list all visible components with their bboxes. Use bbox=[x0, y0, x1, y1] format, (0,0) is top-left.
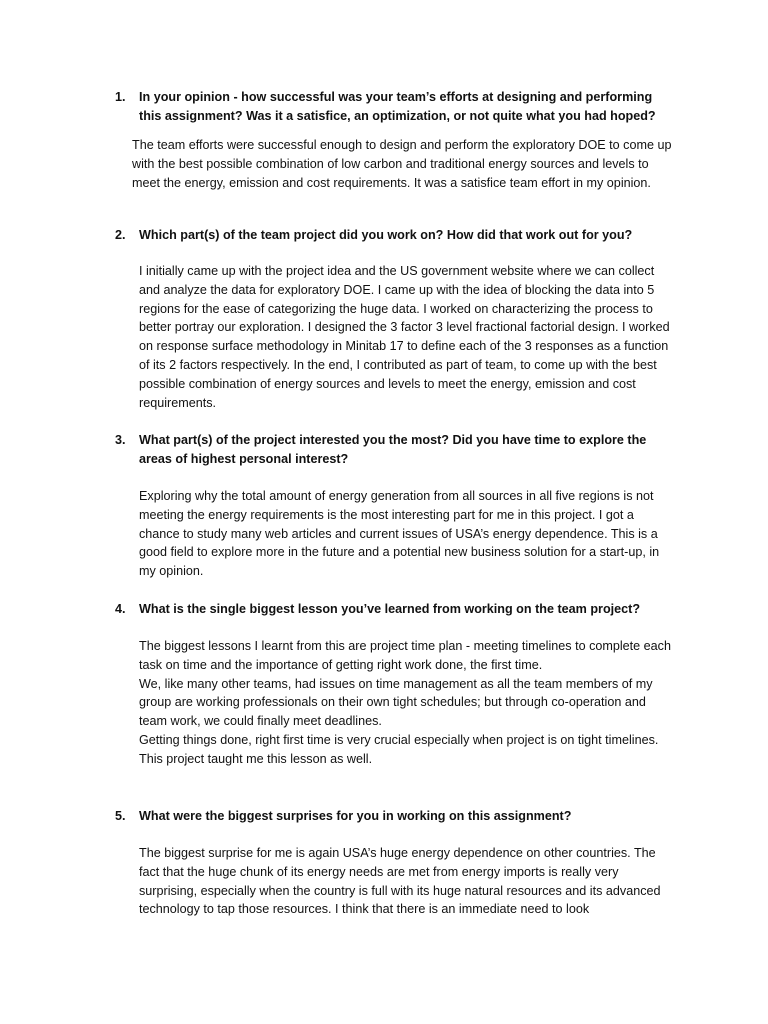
answer-2 bbox=[139, 262, 677, 412]
question-number: 3. bbox=[115, 433, 126, 447]
answer-5 bbox=[139, 844, 677, 919]
question-text: What were the biggest surprises for you in working on this assignment? bbox=[139, 809, 572, 823]
answer-3 bbox=[139, 487, 677, 581]
question-3 bbox=[115, 431, 675, 468]
answer-4 bbox=[139, 637, 677, 769]
answer-1 bbox=[132, 136, 678, 192]
question-text: Which part(s) of the team project did you work on? How did that work out for you? bbox=[139, 228, 633, 242]
question-text: What part(s) of the project interested you the most? Did you have time to explore the areas of highest personal interest? bbox=[139, 433, 647, 466]
answer-paragraph: I initially came up with the project idea and the US government website where we can collect and analyze the data for exploratory DOE. I came up with the idea of blocking the data into 5 regions for the ease of categorizing the huge data. I worked on characterizing the process to better portray our exploration. I designed the 3 factor 3 level fractional factorial design. I worked on response surface methodology in Minitab 17 to define each of the 3 responses as a function of its 2 factors respectively. In the end, I contributed as part of team, to come up with the best possible combination of energy sources and levels to meet the energy, emission and cost requirements. bbox=[139, 264, 670, 410]
question-2 bbox=[115, 226, 675, 245]
answer-paragraph: The biggest surprise for me is again USA’s huge energy dependence on other countries. The fact that the huge chunk of its energy needs are met from energy imports is really very surprising, especially when the country is full with its huge natural resources and its advanced technology to tap those resources. I think that there is an immediate need to look bbox=[139, 846, 661, 917]
answer-paragraph: Exploring why the total amount of energy generation from all sources in all five regions is not meeting the energy requirements is the most interesting part for me in this project. I got a chance to study many web articles and current issues of USA’s energy dependence. This is a good field to explore more in the future and a potential new business solution for a start-up, in my opinion. bbox=[139, 489, 660, 579]
answer-paragraph: The team efforts were successful enough to design and perform the exploratory DOE to come up with the best possible combination of low carbon and traditional energy sources and levels to meet the energy, emission and cost requirements. It was a satisfice team effort in my opinion. bbox=[132, 138, 672, 190]
question-5 bbox=[115, 807, 675, 826]
question-1 bbox=[115, 88, 675, 125]
question-number: 2. bbox=[115, 228, 126, 242]
answer-paragraph: Getting things done, right first time is very crucial especially when project is on tight timelines. This project taught me this lesson as well. bbox=[139, 732, 659, 766]
answer-paragraph: The biggest lessons I learnt from this are project time plan - meeting timelines to complete each task on time and the importance of getting right work done, the first time. bbox=[139, 639, 671, 672]
question-text: In your opinion - how successful was your team’s efforts at designing and performing this assignment? Was it a satisfice, an optimization, or not quite what you had hoped? bbox=[139, 90, 656, 123]
question-number: 4. bbox=[115, 602, 126, 616]
question-text: What is the single biggest lesson you’ve learned from working on the team project? bbox=[139, 602, 641, 616]
question-4 bbox=[115, 600, 675, 619]
answer-paragraph: We, like many other teams, had issues on time management as all the team members of my group are working professionals on their own tight schedules; but through co-operation and team work, we could finally meet deadlines. bbox=[139, 676, 653, 729]
question-number: 5. bbox=[115, 809, 126, 823]
question-number: 1. bbox=[115, 90, 126, 104]
